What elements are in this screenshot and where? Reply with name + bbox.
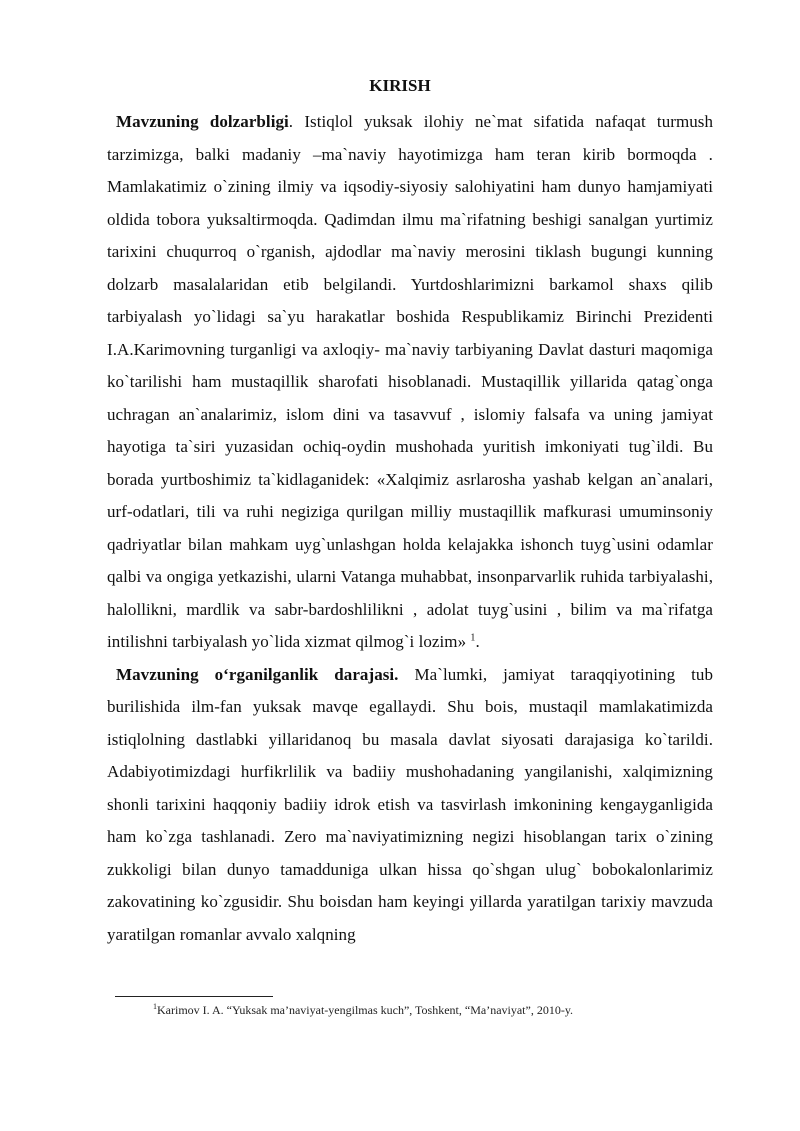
footnote-number: 1 [153,1002,157,1011]
paragraph-text: Istiqlol yuksak ilohiy ne`mat sifatida nafaqat turmush tarzimizga, balki madaniy –ma`naviy hayotimizga ham teran kirib bormoqda . Mamlakatimiz o`zining ilmiy va iqsodiy-siyosiy salohiyatini ham dunyo hamjamiyati oldida tobora yuksaltirmoqda. Qadimdan ilmu ma`rifatning beshigi sanalgan yurtimiz tarixini chuqurroq o`rganish, ajdodlar ma`naviy merosini tiklash bugungi kunning dolzarb masalalaridan etib belgilandi. Yurtdoshlarimizni barkamol shaxs qilib tarbiyalash yo`lidagi sa`yu harakatlar boshida Respublikamiz Birinchi Prezidenti I.A.Karimovning turganligi va axloqiy- ma`naviy tarbiyaning Davlat dasturi maqomiga ko`tarilishi ham mustaqillik sharofati hisoblanadi. Mustaqillik yillarida qatag`onga uchragan an`analarimiz, islom dini va tasavvuf , islomiy falsafa va uning jamiyat hayotiga ta`siri yuzasidan ochiq-oydin mushohada yuritish imkoniyati tug`ildi. Bu borada yurtboshimiz ta`kidlaganidek: «Xalqimiz asrlarosha yashab kelgan an`analari, urf-odatlari, tili va ruhi negiziga qurilgan milliy mustaqillik mafkurasi umuminsoniy qadriyatlar bilan mahkam uyg`unlashgan holda kelajakka ishonch tuyg`usini odamlar qalbi va ongiga yetkazishi, ularni Vatanga muhabbat, insonparvarlik ruhida tarbiyalashi, halollikni, mardlik va sabr-bardoshlilikni , adolat tuyg`usini , bilim va ma`rifatga intilishni tarbiyalash yo`lida xizmat qilmog`i lozim» [107,112,713,651]
paragraph-study-level [107,659,713,952]
footnote-reference[interactable]: 1 [470,632,476,644]
body-text [107,106,713,951]
footnote-text: Karimov I. A. “Yuksak ma’naviyat-yengilmas kuch”, Toshkent, “Ma’naviyat”, 2010-y. [157,1003,574,1017]
paragraph-text: Ma`lumki, jamiyat taraqqiyotining tub burilishida ilm-fan yuksak mavqe egallaydi. Shu bois, mustaqil mamlakatimizda istiqlolning dastlabki yillaridanoq bu masala davlat siyosati darajasiga ko`tarildi. Adabiyotimizdagi hurfikrlilik va badiiy mushohadaning yangilanishi, xalqimizning shonli tarixini haqqoniy badiiy idrok etish va tasvirlash imkonining kengayganligida ham ko`zga tashlanadi. Zero ma`naviyatimizning negizi hisoblangan tarix o`zining zukkoligi bilan dunyo tamadduniga ulkan hissa qo`shgan ulug` bobokalonlarimiz zakovatining ko`zgusidir. Shu boisdan ham keyingi yillarda yaratilgan tarixiy mavzuda yaratilgan romanlar avvalo xalqning [107,664,714,944]
lead-suffix: . [288,112,294,131]
footnote-divider [115,996,273,997]
paragraph-relevance [107,106,713,659]
footnote [153,1003,573,1018]
page-title: KIRISH [369,76,431,95]
section-lead-study-level: Mavzuning o‘rganilganlik darajasi. [116,664,399,684]
paragraph-end: . [475,632,480,651]
section-lead-relevance: Mavzuning dolzarbligi [116,112,289,131]
